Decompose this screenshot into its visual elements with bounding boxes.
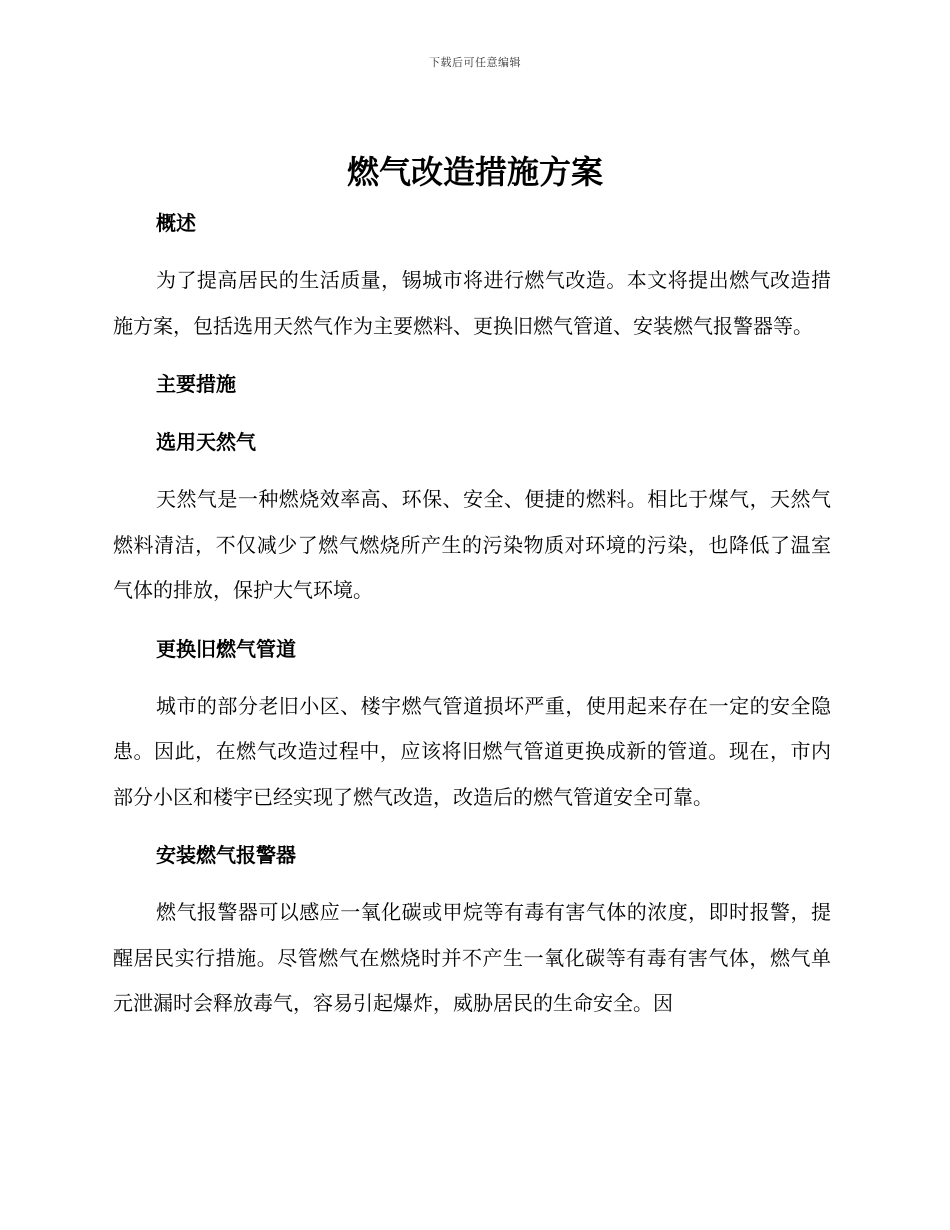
section-heading-replace-pipes: 更换旧燃气管道 xyxy=(156,636,296,661)
section-heading-natural-gas: 选用天然气 xyxy=(156,430,256,454)
section-heading-gas-alarm: 安装燃气报警器 xyxy=(156,843,296,867)
section-paragraph-replace-pipes: 城市的部分老旧小区、楼宇燃气管道损坏严重，使用起来存在一定的安全隐患。因此，在燃气改造过程中，应该将旧燃气管道更换成新的管道。现在，市内部分小区和楼宇已经实现了燃气改造，改造后的燃气管道安全可靠。 xyxy=(113,693,831,809)
section-paragraph-natural-gas: 天然气是一种燃烧效率高、环保、安全、便捷的燃料。相比于煤气，天然气燃料清洁，不仅减少了燃气燃烧所产生的污染物质对环境的污染，也降低了温室气体的排放，保护大气环境。 xyxy=(113,487,831,602)
document-body xyxy=(113,200,831,1027)
section-heading-overview: 概述 xyxy=(156,211,196,235)
section-paragraph-overview: 为了提高居民的生活质量，锡城市将进行燃气改造。本文将提出燃气改造措施方案，包括选用天然气作为主要燃料、更换旧燃气管道、安装燃气报警器等。 xyxy=(113,268,831,338)
section-paragraph-gas-alarm: 燃气报警器可以感应一氧化碳或甲烷等有毒有害气体的浓度，即时报警，提醒居民实行措施。尽管燃气在燃烧时并不产生一氧化碳等有毒有害气体，燃气单元泄漏时会释放毒气，容易引起爆炸，威胁居民的生命安全。因 xyxy=(113,900,831,1015)
document-title: 燃气改造措施方案 xyxy=(346,153,603,191)
header-note: 下载后可任意编辑 xyxy=(429,56,521,69)
section-heading-main-measures: 主要措施 xyxy=(156,372,236,396)
